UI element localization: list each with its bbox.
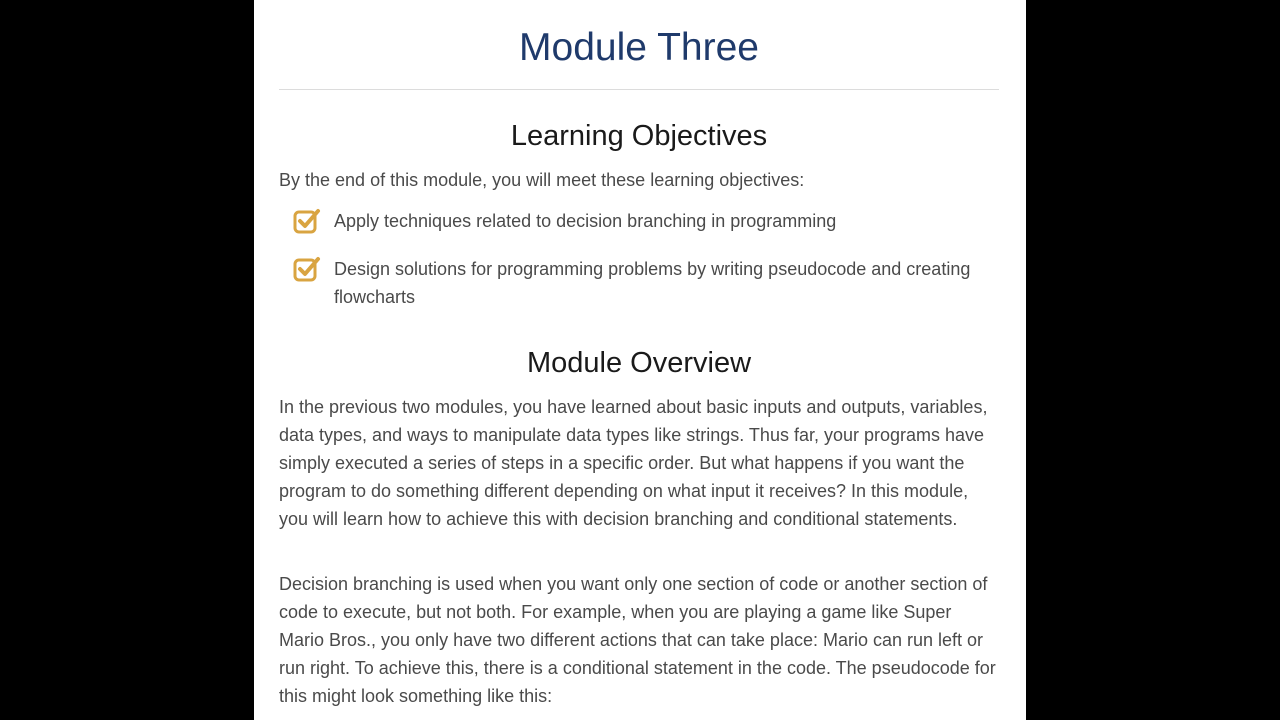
module-overview-heading: Module Overview — [526, 347, 752, 379]
document-page — [254, 0, 1026, 720]
checkbox-checked-icon — [292, 255, 322, 285]
objective-text: Design solutions for programming problems by writing pseudocode and creating flowcharts — [334, 259, 971, 307]
overview-paragraph: In the previous two modules, you have learned about basic inputs and outputs, variables, data types, and ways to manipulate data types like strings. Thus far, your programs have simply executed a series of steps in a specific order. But what happens if you want the program to do something different depending on what input it receives? In this module, you will learn how to achieve this with decision branching and conditional statements. — [279, 397, 988, 529]
learning-objectives-intro: By the end of this module, you will meet these learning objectives: — [279, 170, 805, 190]
overview-paragraph: Decision branching is used when you want only one section of code or another section of code to execute, but not both. For example, when you are playing a game like Super Mario Bros., you only have two different actions that can take place: Mario can run left or run right. To achieve this, there is a conditional statement in the code. The pseudocode for this might look something like this: — [279, 574, 996, 706]
title-divider — [279, 89, 999, 90]
checkbox-checked-icon — [292, 207, 322, 237]
page-title: Module Three — [519, 26, 759, 69]
learning-objectives-heading: Learning Objectives — [510, 120, 768, 152]
objective-text: Apply techniques related to decision branching in programming — [334, 211, 837, 231]
